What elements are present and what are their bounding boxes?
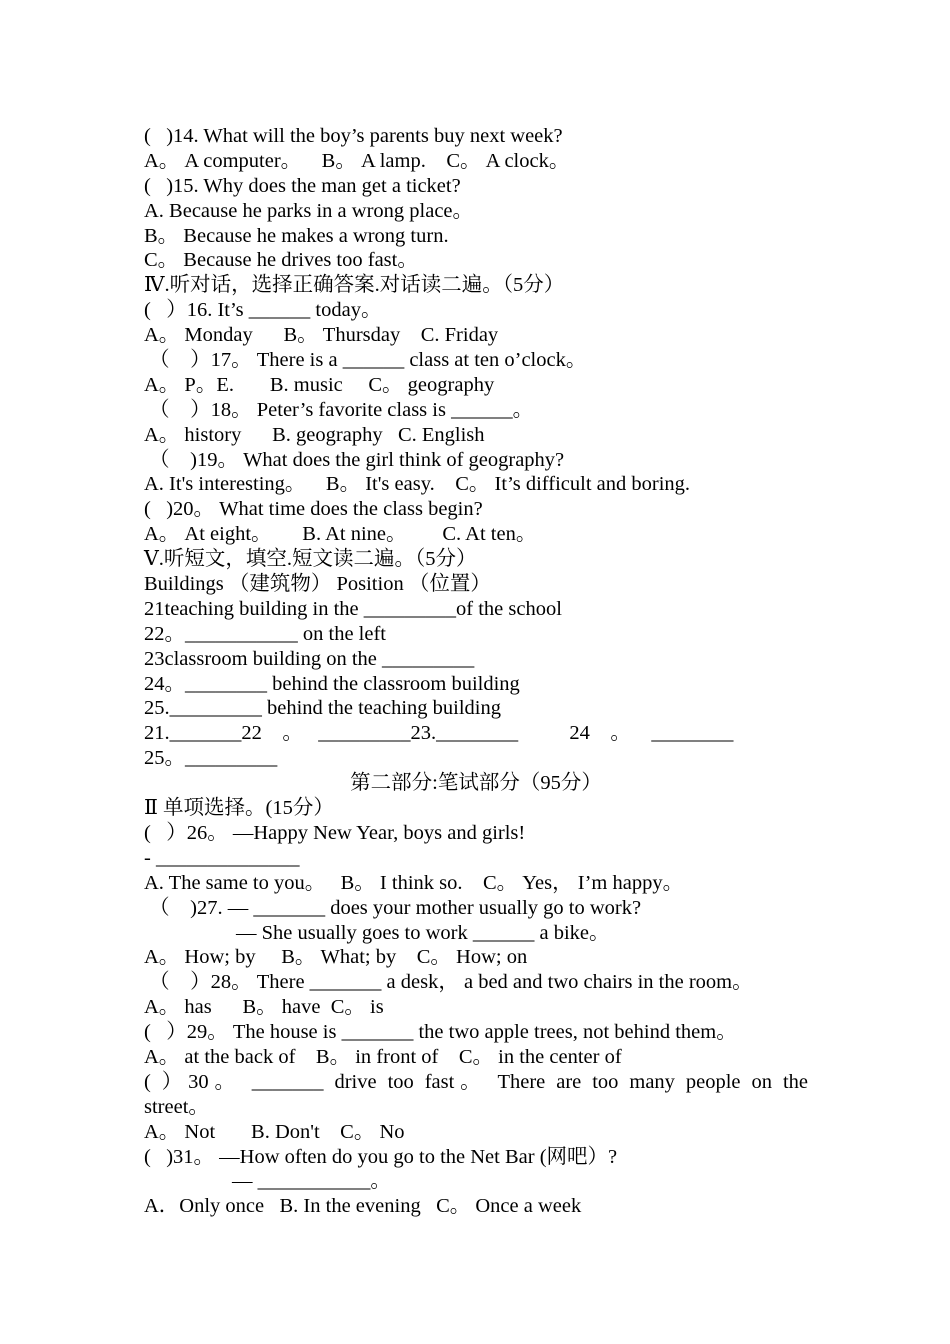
question-14: ( )14. What will the boy’s parents buy next week? — [144, 125, 563, 147]
question-15: ( )15. Why does the man get a ticket? — [144, 174, 461, 197]
question-27: （ )27. — _______ does your mother usually go to work? — [144, 896, 642, 919]
question-29: ( ）29。 The house is _______ the two apple trees, not behind them。 — [144, 1021, 737, 1044]
question-31: ( )31。 —How often do you go to the Net Bar (网吧）? — [144, 1145, 618, 1168]
question-28: （ ）28。 There _______ a desk， a bed and two chairs in the room。 — [144, 971, 753, 994]
question-30-cont: street。 — [144, 1095, 209, 1118]
question-20: ( )20。 What time does the class begin? — [144, 498, 483, 521]
options-16: A。 Monday B。 Thursday C. Friday — [144, 324, 499, 347]
answer-blank-26: - ______________ — [144, 846, 300, 869]
options-20: A。 At eight。 B. At nine。 C. At ten。 — [144, 523, 537, 546]
question-19: （ )19。 What does the girl think of geography? — [144, 448, 565, 471]
options-26: A. The same to you。 B。 I think so. C。 Yes， I’m happy。 — [144, 871, 684, 894]
option-15-c: C。 Because he drives too fast。 — [144, 249, 418, 272]
section-4-heading: Ⅳ.听对话，选择正确答案.对话读二遍。（5分） — [144, 274, 565, 297]
table-header: Buildings （建筑物） Position （位置） — [144, 573, 491, 596]
part-2-heading: 第二部分:笔试部分（95分） — [350, 772, 602, 795]
question-30: ( ）30。 _______ drive too fast。 There are too many people on the — [144, 1070, 808, 1093]
fill-row-21: 21teaching building in the _________of the school — [144, 597, 562, 620]
fill-row-22: 22。___________ on the left — [144, 622, 386, 645]
fill-row-25: 25._________ behind the teaching building — [144, 697, 501, 720]
options-19: A. It's interesting。 B。 It's easy. C。 It’s difficult and boring. — [144, 473, 691, 496]
section-5-heading: Ⅴ.听短文，填空.短文读二遍。（5分） — [144, 548, 477, 571]
options-18: A。 history B. geography C. English — [144, 423, 485, 446]
answer-line-25: 25。_________ — [144, 747, 278, 770]
options-28: A。 has B。 have C。 is — [144, 996, 384, 1019]
options-27: A。 How; by B。 What; by C。 How; on — [144, 946, 528, 969]
page-content — [144, 124, 808, 1219]
answer-line-21-24: 21._______22 。 _________23.________ 24 。 ________ — [144, 722, 734, 745]
option-15-b: B。 Because he makes a wrong turn. — [144, 224, 449, 247]
options-29: A。 at the back of B。 in front of C。 in the center of — [144, 1045, 622, 1068]
question-18: （ ）18。 Peter’s favorite class is ______。 — [144, 398, 534, 421]
question-17: （ ）17。 There is a ______ class at ten o’clock。 — [144, 349, 587, 372]
question-31-reply: — ___________。 — [232, 1170, 391, 1193]
options-30: A。 Not B. Don't C。 No — [144, 1120, 405, 1143]
section-2-heading: Ⅱ 单项选择。(15分） — [144, 797, 334, 820]
question-26: ( ）26。 —Happy New Year, boys and girls! — [144, 821, 526, 844]
fill-row-24: 24。________ behind the classroom building — [144, 672, 520, 695]
question-27-reply: — She usually goes to work ______ a bike。 — [236, 921, 610, 944]
option-15-a: A. Because he parks in a wrong place。 — [144, 199, 474, 222]
question-16: ( ）16. It’s ______ today。 — [144, 299, 382, 322]
options-31: A．Only once B. In the evening C。 Once a week — [144, 1195, 582, 1218]
options-14: A。 A computer。 B。 A lamp. C。 A clock。 — [144, 149, 570, 172]
fill-row-23: 23classroom building on the _________ — [144, 647, 475, 670]
options-17: A。 P。E. B. music C。 geography — [144, 373, 495, 396]
